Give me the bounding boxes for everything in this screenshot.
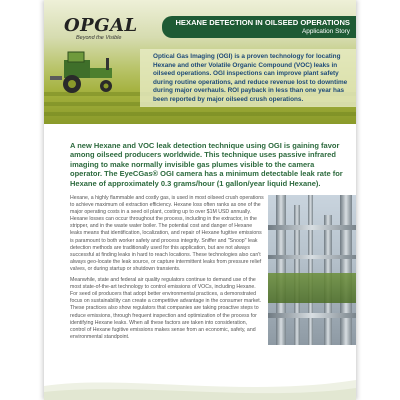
opgal-logo <box>64 17 150 45</box>
title-bar <box>162 16 356 38</box>
industrial-pipes-photo <box>268 195 356 345</box>
logo-text: OPGAL <box>64 15 138 36</box>
footer-wave-decoration <box>44 372 356 400</box>
page-title: HEXANE DETECTION IN OILSEED OPERATIONS <box>175 18 350 27</box>
page-subtitle: Application Story <box>302 28 350 35</box>
document-page <box>44 0 356 400</box>
body-paragraph-2: Meanwhile, state and federal air quality regulators continue to demand use of the most state-of-the-art technology to control emissions of VOCs, including Hexane. For seed oil producers that adopt better environmental practices, a demonstrated focus on sustainability can create a competitive advantage in the consumer market. These practices also show regulators that companies are taking proactive steps to reduce emissions, through frequent inspection and optimization of the process for identifying Hexane leaks. When all these factors are taken into consideration, control of Hexane fugitive emissions makes sense from an economic, safety, and environmental standpoint. <box>70 277 262 340</box>
hero-banner <box>44 0 356 124</box>
body-paragraph-1: Hexane, a highly flammable and costly gas, is used in most oilseed crush operations to achieve maximum oil extraction efficiency. Hexane loss often ranks as one of the major operating costs in a seed oil plant, costing up to over $1M USD annually. Hexane losses can occur throughout the process, including in the extractor, in the stripper, and in the waste water boiler. The potential cost and danger of Hexane leaks means that identification, localization, and repair of Hexane fugitive emissions is paramount to both worker safety and process integrity. Sniffer and "Snoop" leak detection methods are traditionally used for this application, but are not always successful at finding leaks in hard to reach locations. These technologies also can't always geo-locate the leak source, or capture intermittent leaks from pressure relief valves, or during startup or shutdown transients. <box>70 195 264 272</box>
tractor-image <box>50 50 130 94</box>
body-text-column <box>70 195 264 345</box>
intro-summary: Optical Gas Imaging (OGI) is a proven technology for locating Hexane and other Volatile Organic Compound (VOC) leaks in oilseed operations. OGI inspections can improve plant safety during routine operations, and reduce revenue lost to downtime during major overhauls. ROI payback in less than one year has been reported by major oilseed crush operations. <box>140 49 356 107</box>
logo-tagline: Beyond the Visible <box>76 35 122 41</box>
lead-paragraph: A new Hexane and VOC leak detection technique using OGI is gaining favor among oilseed producers worldwide. This technique uses passive infrared imaging to make normally invisible gas plumes visible to the camera operator. The EyeCGas® OGI camera has a minimum detectable leak rate for Hexane of approximately 0.3 grams/hour (1 gallon/year liquid Hexane). <box>70 141 343 188</box>
